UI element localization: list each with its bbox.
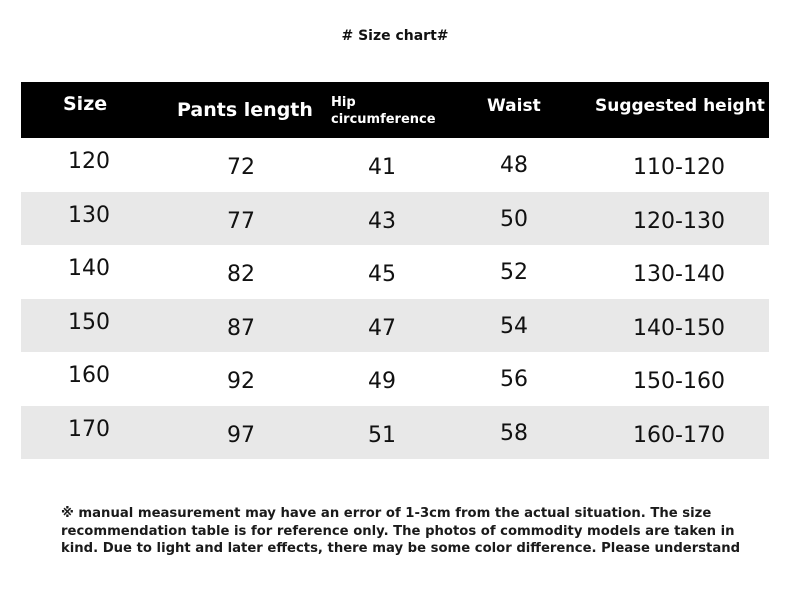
cell-pants-length: 97 (227, 422, 255, 448)
cell-suggested-height: 120-130 (633, 208, 725, 234)
table-header (21, 82, 769, 138)
cell-waist: 48 (500, 153, 528, 179)
cell-size: 160 (68, 363, 110, 389)
cell-hip: 45 (368, 262, 396, 288)
cell-size: 170 (68, 416, 110, 442)
header-size-label: Size (63, 93, 108, 115)
cell-hip: 47 (368, 315, 396, 341)
cell-pants-length: 72 (227, 155, 255, 181)
header-pants-length (177, 82, 313, 138)
note-line-1: ※ manual measurement may have an error of 1-3cm from the actual situation. The size (61, 506, 712, 521)
header-hip-line2: circumference (331, 112, 436, 127)
table-row (21, 352, 769, 406)
cell-suggested-height: 140-150 (633, 315, 725, 341)
table-row (21, 245, 769, 299)
header-waist (487, 78, 541, 134)
cell-waist: 54 (500, 313, 528, 339)
header-pants-length-label: Pants length (177, 99, 313, 121)
cell-pants-length: 82 (227, 262, 255, 288)
cell-suggested-height: 150-160 (633, 369, 725, 395)
table-row (21, 192, 769, 246)
header-size (63, 76, 107, 132)
note-line-3: kind. Due to light and later effects, there may be some color difference. Please understand (61, 541, 741, 556)
table-row (21, 299, 769, 353)
cell-pants-length: 92 (227, 369, 255, 395)
cell-hip: 43 (368, 208, 396, 234)
cell-size: 140 (68, 256, 110, 282)
header-hip-circumference (331, 83, 436, 139)
cell-hip: 49 (368, 369, 396, 395)
header-suggested-height (595, 78, 765, 134)
cell-suggested-height: 110-120 (633, 155, 725, 181)
cell-hip: 51 (368, 422, 396, 448)
cell-hip: 41 (368, 155, 396, 181)
header-waist-label: Waist (487, 96, 541, 116)
header-hip-line1: Hip (331, 95, 356, 110)
cell-suggested-height: 160-170 (633, 422, 725, 448)
disclaimer-note (61, 505, 761, 558)
cell-waist: 52 (500, 260, 528, 286)
table-row (21, 138, 769, 192)
cell-size: 130 (68, 202, 110, 228)
cell-size: 120 (68, 149, 110, 175)
header-suggested-height-label: Suggested height (595, 96, 765, 116)
cell-size: 150 (68, 309, 110, 335)
cell-waist: 50 (500, 206, 528, 232)
page-title: # Size chart# (341, 28, 449, 44)
note-line-2: recommendation table is for reference only. The photos of commodity models are taken in (61, 523, 735, 539)
cell-waist: 56 (500, 367, 528, 393)
size-chart-table (21, 82, 769, 459)
cell-pants-length: 77 (227, 208, 255, 234)
cell-suggested-height: 130-140 (633, 262, 725, 288)
cell-pants-length: 87 (227, 315, 255, 341)
table-row (21, 406, 769, 460)
cell-waist: 58 (500, 420, 528, 446)
